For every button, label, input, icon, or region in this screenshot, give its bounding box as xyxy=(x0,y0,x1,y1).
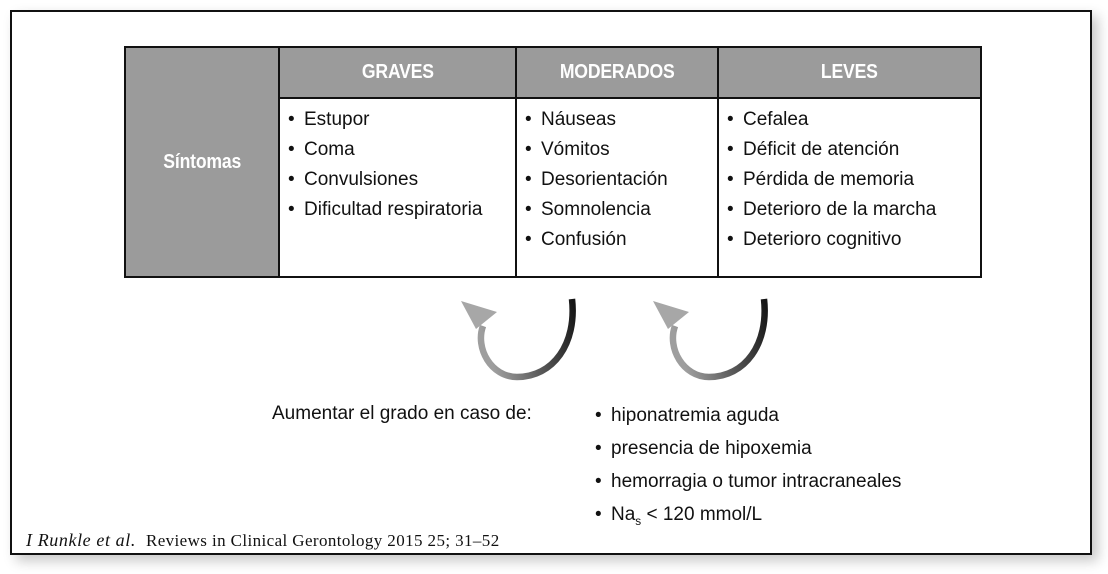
symptoms-list-leves xyxy=(719,99,980,255)
bullet-item: • $Na_s < 120$ mmol/L xyxy=(595,498,901,538)
bullet-item: • Deterioro de la marcha xyxy=(727,195,976,225)
column-header-moderados-label: MODERADOS xyxy=(559,61,675,83)
bullet-item: • Vómitos xyxy=(525,135,713,165)
row-header-label: Síntomas xyxy=(163,150,241,173)
escalation-arrow-icon xyxy=(450,292,580,387)
bullet-item: • Convulsiones xyxy=(288,165,511,195)
escalation-criteria-list xyxy=(595,399,901,538)
escalation-label: Aumentar el grado en caso de: xyxy=(272,403,532,424)
symptoms-cell-leves xyxy=(719,99,980,276)
bullet-item: • Pérdida de memoria xyxy=(727,165,976,195)
bullet-item: • Deterioro cognitivo xyxy=(727,225,976,255)
row-header-sintomas xyxy=(126,48,280,276)
column-header-leves xyxy=(719,48,980,99)
citation-source: Reviews in Clinical Gerontology 2015 25; 31–52 xyxy=(145,531,500,550)
bullet-item: • presencia de hipoxemia xyxy=(595,432,901,465)
bullet-item: • Náuseas xyxy=(525,105,713,135)
column-header-graves-label: GRAVES xyxy=(361,61,434,83)
bullet-item: • hiponatremia aguda xyxy=(595,399,901,432)
bullet-item: • Déficit de atención xyxy=(727,135,976,165)
citation-authors: I Runkle et al. xyxy=(26,530,136,550)
bullet-item: • Coma xyxy=(288,135,511,165)
figure-card xyxy=(10,10,1092,555)
symptoms-table xyxy=(124,46,982,278)
symptoms-cell-moderados xyxy=(517,99,719,276)
symptoms-cell-graves xyxy=(280,99,517,276)
bullet-item: • Cefalea xyxy=(727,105,976,135)
bullet-item: • Somnolencia xyxy=(525,195,713,225)
column-header-graves xyxy=(280,48,517,99)
bullet-item: • Desorientación xyxy=(525,165,713,195)
column-header-moderados xyxy=(517,48,719,99)
bullet-item: • hemorragia o tumor intracraneales xyxy=(595,465,901,498)
bullet-item: • Estupor xyxy=(288,105,511,135)
symptoms-list-graves xyxy=(280,99,515,225)
symptoms-list-moderados xyxy=(517,99,717,255)
escalation-arrow-icon xyxy=(642,292,772,387)
column-header-leves-label: LEVES xyxy=(821,61,878,83)
bullet-item: • Dificultad respiratoria xyxy=(288,195,511,225)
bullet-item: • Confusión xyxy=(525,225,713,255)
citation xyxy=(26,530,500,551)
